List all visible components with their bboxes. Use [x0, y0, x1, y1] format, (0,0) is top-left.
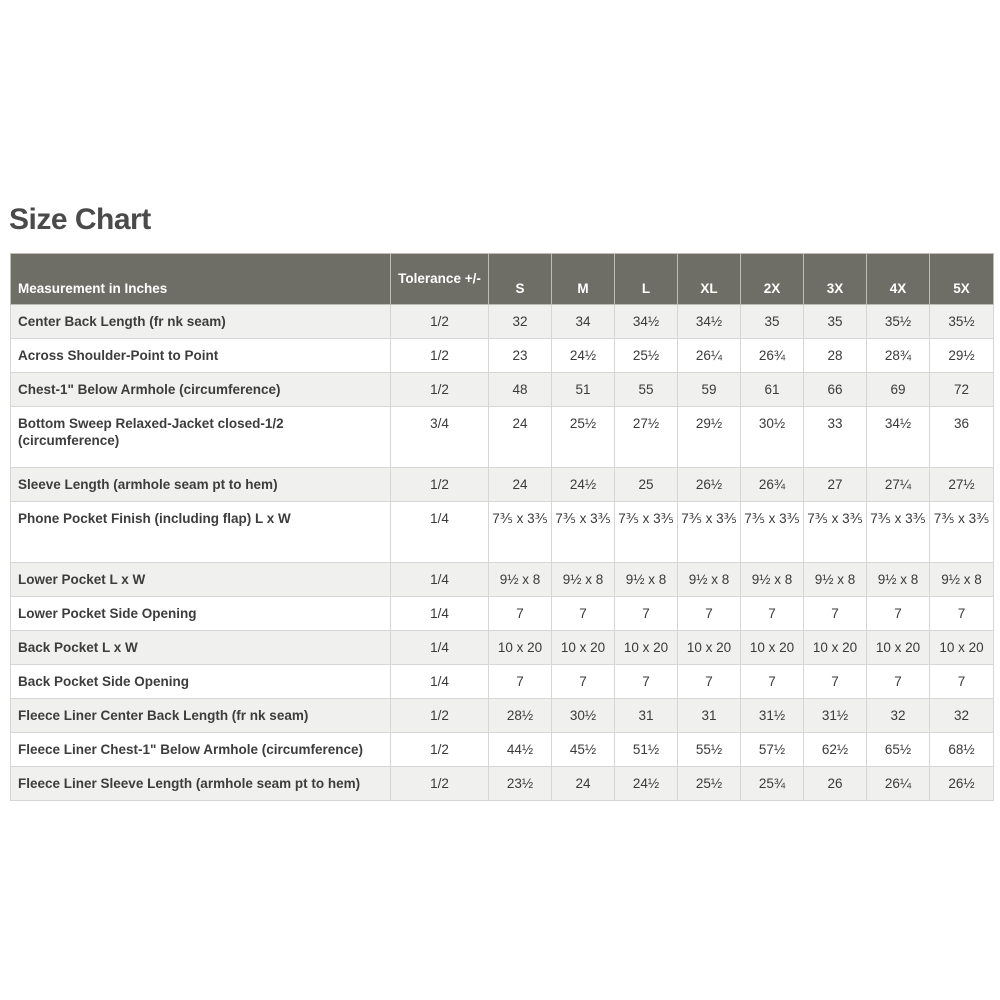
table-row: [11, 305, 994, 339]
size-value-cell: 7: [741, 597, 804, 631]
measurement-cell: Fleece Liner Sleeve Length (armhole seam pt to hem): [11, 767, 391, 801]
header-size-2x: 2X: [741, 254, 804, 305]
size-value-cell: 31: [678, 699, 741, 733]
size-value-cell: 51½: [615, 733, 678, 767]
size-value-cell: 55½: [678, 733, 741, 767]
size-value-cell: 26: [804, 767, 867, 801]
size-value-cell: 29½: [930, 339, 994, 373]
size-value-cell: 9½ x 8: [678, 563, 741, 597]
size-value-cell: 34½: [867, 407, 930, 468]
table-body: [11, 305, 994, 801]
measurement-cell: Center Back Length (fr nk seam): [11, 305, 391, 339]
size-value-cell: 34½: [678, 305, 741, 339]
size-value-cell: 26¾: [741, 339, 804, 373]
tolerance-cell: 1/2: [391, 767, 489, 801]
tolerance-cell: 1/2: [391, 339, 489, 373]
tolerance-cell: 3/4: [391, 407, 489, 468]
size-value-cell: 59: [678, 373, 741, 407]
size-value-cell: 27½: [930, 468, 994, 502]
size-value-cell: 10 x 20: [552, 631, 615, 665]
size-value-cell: 45½: [552, 733, 615, 767]
size-value-cell: 31½: [741, 699, 804, 733]
header-size-xl: XL: [678, 254, 741, 305]
size-value-cell: 31: [615, 699, 678, 733]
size-value-cell: 10 x 20: [489, 631, 552, 665]
header-measurement: Measurement in Inches: [11, 254, 391, 305]
size-value-cell: 69: [867, 373, 930, 407]
size-value-cell: 30½: [741, 407, 804, 468]
table-row: [11, 665, 994, 699]
measurement-cell: Lower Pocket L x W: [11, 563, 391, 597]
size-value-cell: 7⅗ x 3⅗: [867, 502, 930, 563]
size-value-cell: 32: [489, 305, 552, 339]
size-value-cell: 62½: [804, 733, 867, 767]
size-value-cell: 55: [615, 373, 678, 407]
measurement-cell: Fleece Liner Chest-1" Below Armhole (circumference): [11, 733, 391, 767]
tolerance-cell: 1/4: [391, 597, 489, 631]
table-row: [11, 502, 994, 563]
size-value-cell: 7⅗ x 3⅗: [930, 502, 994, 563]
size-value-cell: 9½ x 8: [867, 563, 930, 597]
size-value-cell: 66: [804, 373, 867, 407]
size-value-cell: 10 x 20: [615, 631, 678, 665]
size-value-cell: 26¼: [867, 767, 930, 801]
size-value-cell: 25¾: [741, 767, 804, 801]
tolerance-cell: 1/2: [391, 468, 489, 502]
measurement-cell: Phone Pocket Finish (including flap) L x W: [11, 502, 391, 563]
size-value-cell: 35: [804, 305, 867, 339]
header-size-3x: 3X: [804, 254, 867, 305]
size-value-cell: 7⅗ x 3⅗: [804, 502, 867, 563]
tolerance-cell: 1/2: [391, 699, 489, 733]
size-value-cell: 35: [741, 305, 804, 339]
tolerance-cell: 1/2: [391, 373, 489, 407]
table-row: [11, 407, 994, 468]
tolerance-cell: 1/2: [391, 733, 489, 767]
size-value-cell: 9½ x 8: [741, 563, 804, 597]
size-value-cell: 68½: [930, 733, 994, 767]
table-row: [11, 339, 994, 373]
size-chart-table: [10, 253, 994, 801]
size-value-cell: 24½: [615, 767, 678, 801]
measurement-cell: Back Pocket Side Opening: [11, 665, 391, 699]
measurement-cell: Sleeve Length (armhole seam pt to hem): [11, 468, 391, 502]
size-value-cell: 7⅗ x 3⅗: [489, 502, 552, 563]
size-value-cell: 7: [552, 665, 615, 699]
size-value-cell: 25: [615, 468, 678, 502]
size-value-cell: 24: [489, 468, 552, 502]
table-row: [11, 373, 994, 407]
size-value-cell: 44½: [489, 733, 552, 767]
size-value-cell: 7: [552, 597, 615, 631]
measurement-cell: Lower Pocket Side Opening: [11, 597, 391, 631]
size-value-cell: 35½: [867, 305, 930, 339]
size-value-cell: 27: [804, 468, 867, 502]
size-value-cell: 24½: [552, 339, 615, 373]
measurement-cell: Across Shoulder-Point to Point: [11, 339, 391, 373]
size-value-cell: 25½: [678, 767, 741, 801]
size-value-cell: 26½: [678, 468, 741, 502]
size-value-cell: 7: [678, 597, 741, 631]
size-value-cell: 34½: [615, 305, 678, 339]
header-tolerance: Tolerance +/-: [391, 254, 489, 305]
size-value-cell: 7⅗ x 3⅗: [552, 502, 615, 563]
tolerance-cell: 1/4: [391, 631, 489, 665]
size-value-cell: 10 x 20: [741, 631, 804, 665]
size-value-cell: 7: [867, 597, 930, 631]
size-value-cell: 34: [552, 305, 615, 339]
size-value-cell: 28¾: [867, 339, 930, 373]
size-value-cell: 72: [930, 373, 994, 407]
size-value-cell: 29½: [678, 407, 741, 468]
size-value-cell: 7: [741, 665, 804, 699]
size-value-cell: 27½: [615, 407, 678, 468]
size-value-cell: 10 x 20: [804, 631, 867, 665]
size-value-cell: 9½ x 8: [804, 563, 867, 597]
size-value-cell: 7⅗ x 3⅗: [678, 502, 741, 563]
size-value-cell: 9½ x 8: [552, 563, 615, 597]
size-value-cell: 65½: [867, 733, 930, 767]
size-value-cell: 32: [930, 699, 994, 733]
size-value-cell: 7: [930, 597, 994, 631]
size-value-cell: 7: [867, 665, 930, 699]
size-value-cell: 36: [930, 407, 994, 468]
table-row: [11, 563, 994, 597]
header-row: [11, 254, 994, 305]
size-value-cell: 48: [489, 373, 552, 407]
size-value-cell: 27¼: [867, 468, 930, 502]
table-row: [11, 767, 994, 801]
size-value-cell: 24½: [552, 468, 615, 502]
size-value-cell: 7: [615, 597, 678, 631]
table-row: [11, 468, 994, 502]
size-value-cell: 7: [615, 665, 678, 699]
size-value-cell: 26¾: [741, 468, 804, 502]
header-size-4x: 4X: [867, 254, 930, 305]
size-value-cell: 9½ x 8: [489, 563, 552, 597]
measurement-cell: Bottom Sweep Relaxed-Jacket closed-1/2 (circumference): [11, 407, 391, 468]
size-value-cell: 7⅗ x 3⅗: [741, 502, 804, 563]
tolerance-cell: 1/4: [391, 563, 489, 597]
measurement-cell: Back Pocket L x W: [11, 631, 391, 665]
measurement-cell: Chest-1" Below Armhole (circumference): [11, 373, 391, 407]
size-value-cell: 51: [552, 373, 615, 407]
size-value-cell: 25½: [615, 339, 678, 373]
table-header: [11, 254, 994, 305]
size-value-cell: 9½ x 8: [615, 563, 678, 597]
size-value-cell: 33: [804, 407, 867, 468]
size-value-cell: 26¼: [678, 339, 741, 373]
header-size-l: L: [615, 254, 678, 305]
size-value-cell: 10 x 20: [678, 631, 741, 665]
size-value-cell: 10 x 20: [930, 631, 994, 665]
size-value-cell: 7: [930, 665, 994, 699]
size-value-cell: 7: [489, 665, 552, 699]
page-title: Size Chart: [9, 203, 151, 236]
size-value-cell: 23: [489, 339, 552, 373]
table-row: [11, 699, 994, 733]
size-value-cell: 26½: [930, 767, 994, 801]
size-value-cell: 35½: [930, 305, 994, 339]
size-value-cell: 32: [867, 699, 930, 733]
size-value-cell: 30½: [552, 699, 615, 733]
size-value-cell: 31½: [804, 699, 867, 733]
size-value-cell: 9½ x 8: [930, 563, 994, 597]
header-size-s: S: [489, 254, 552, 305]
size-value-cell: 7: [804, 665, 867, 699]
size-value-cell: 7: [804, 597, 867, 631]
size-value-cell: 25½: [552, 407, 615, 468]
size-value-cell: 7⅗ x 3⅗: [615, 502, 678, 563]
size-value-cell: 28: [804, 339, 867, 373]
size-value-cell: 57½: [741, 733, 804, 767]
size-value-cell: 28½: [489, 699, 552, 733]
measurement-cell: Fleece Liner Center Back Length (fr nk seam): [11, 699, 391, 733]
size-value-cell: 7: [678, 665, 741, 699]
table-row: [11, 597, 994, 631]
size-value-cell: 24: [489, 407, 552, 468]
size-value-cell: 7: [489, 597, 552, 631]
header-size-m: M: [552, 254, 615, 305]
size-value-cell: 24: [552, 767, 615, 801]
table-row: [11, 631, 994, 665]
tolerance-cell: 1/2: [391, 305, 489, 339]
tolerance-cell: 1/4: [391, 502, 489, 563]
header-size-5x: 5X: [930, 254, 994, 305]
size-value-cell: 10 x 20: [867, 631, 930, 665]
size-value-cell: 23½: [489, 767, 552, 801]
tolerance-cell: 1/4: [391, 665, 489, 699]
table-row: [11, 733, 994, 767]
size-value-cell: 61: [741, 373, 804, 407]
